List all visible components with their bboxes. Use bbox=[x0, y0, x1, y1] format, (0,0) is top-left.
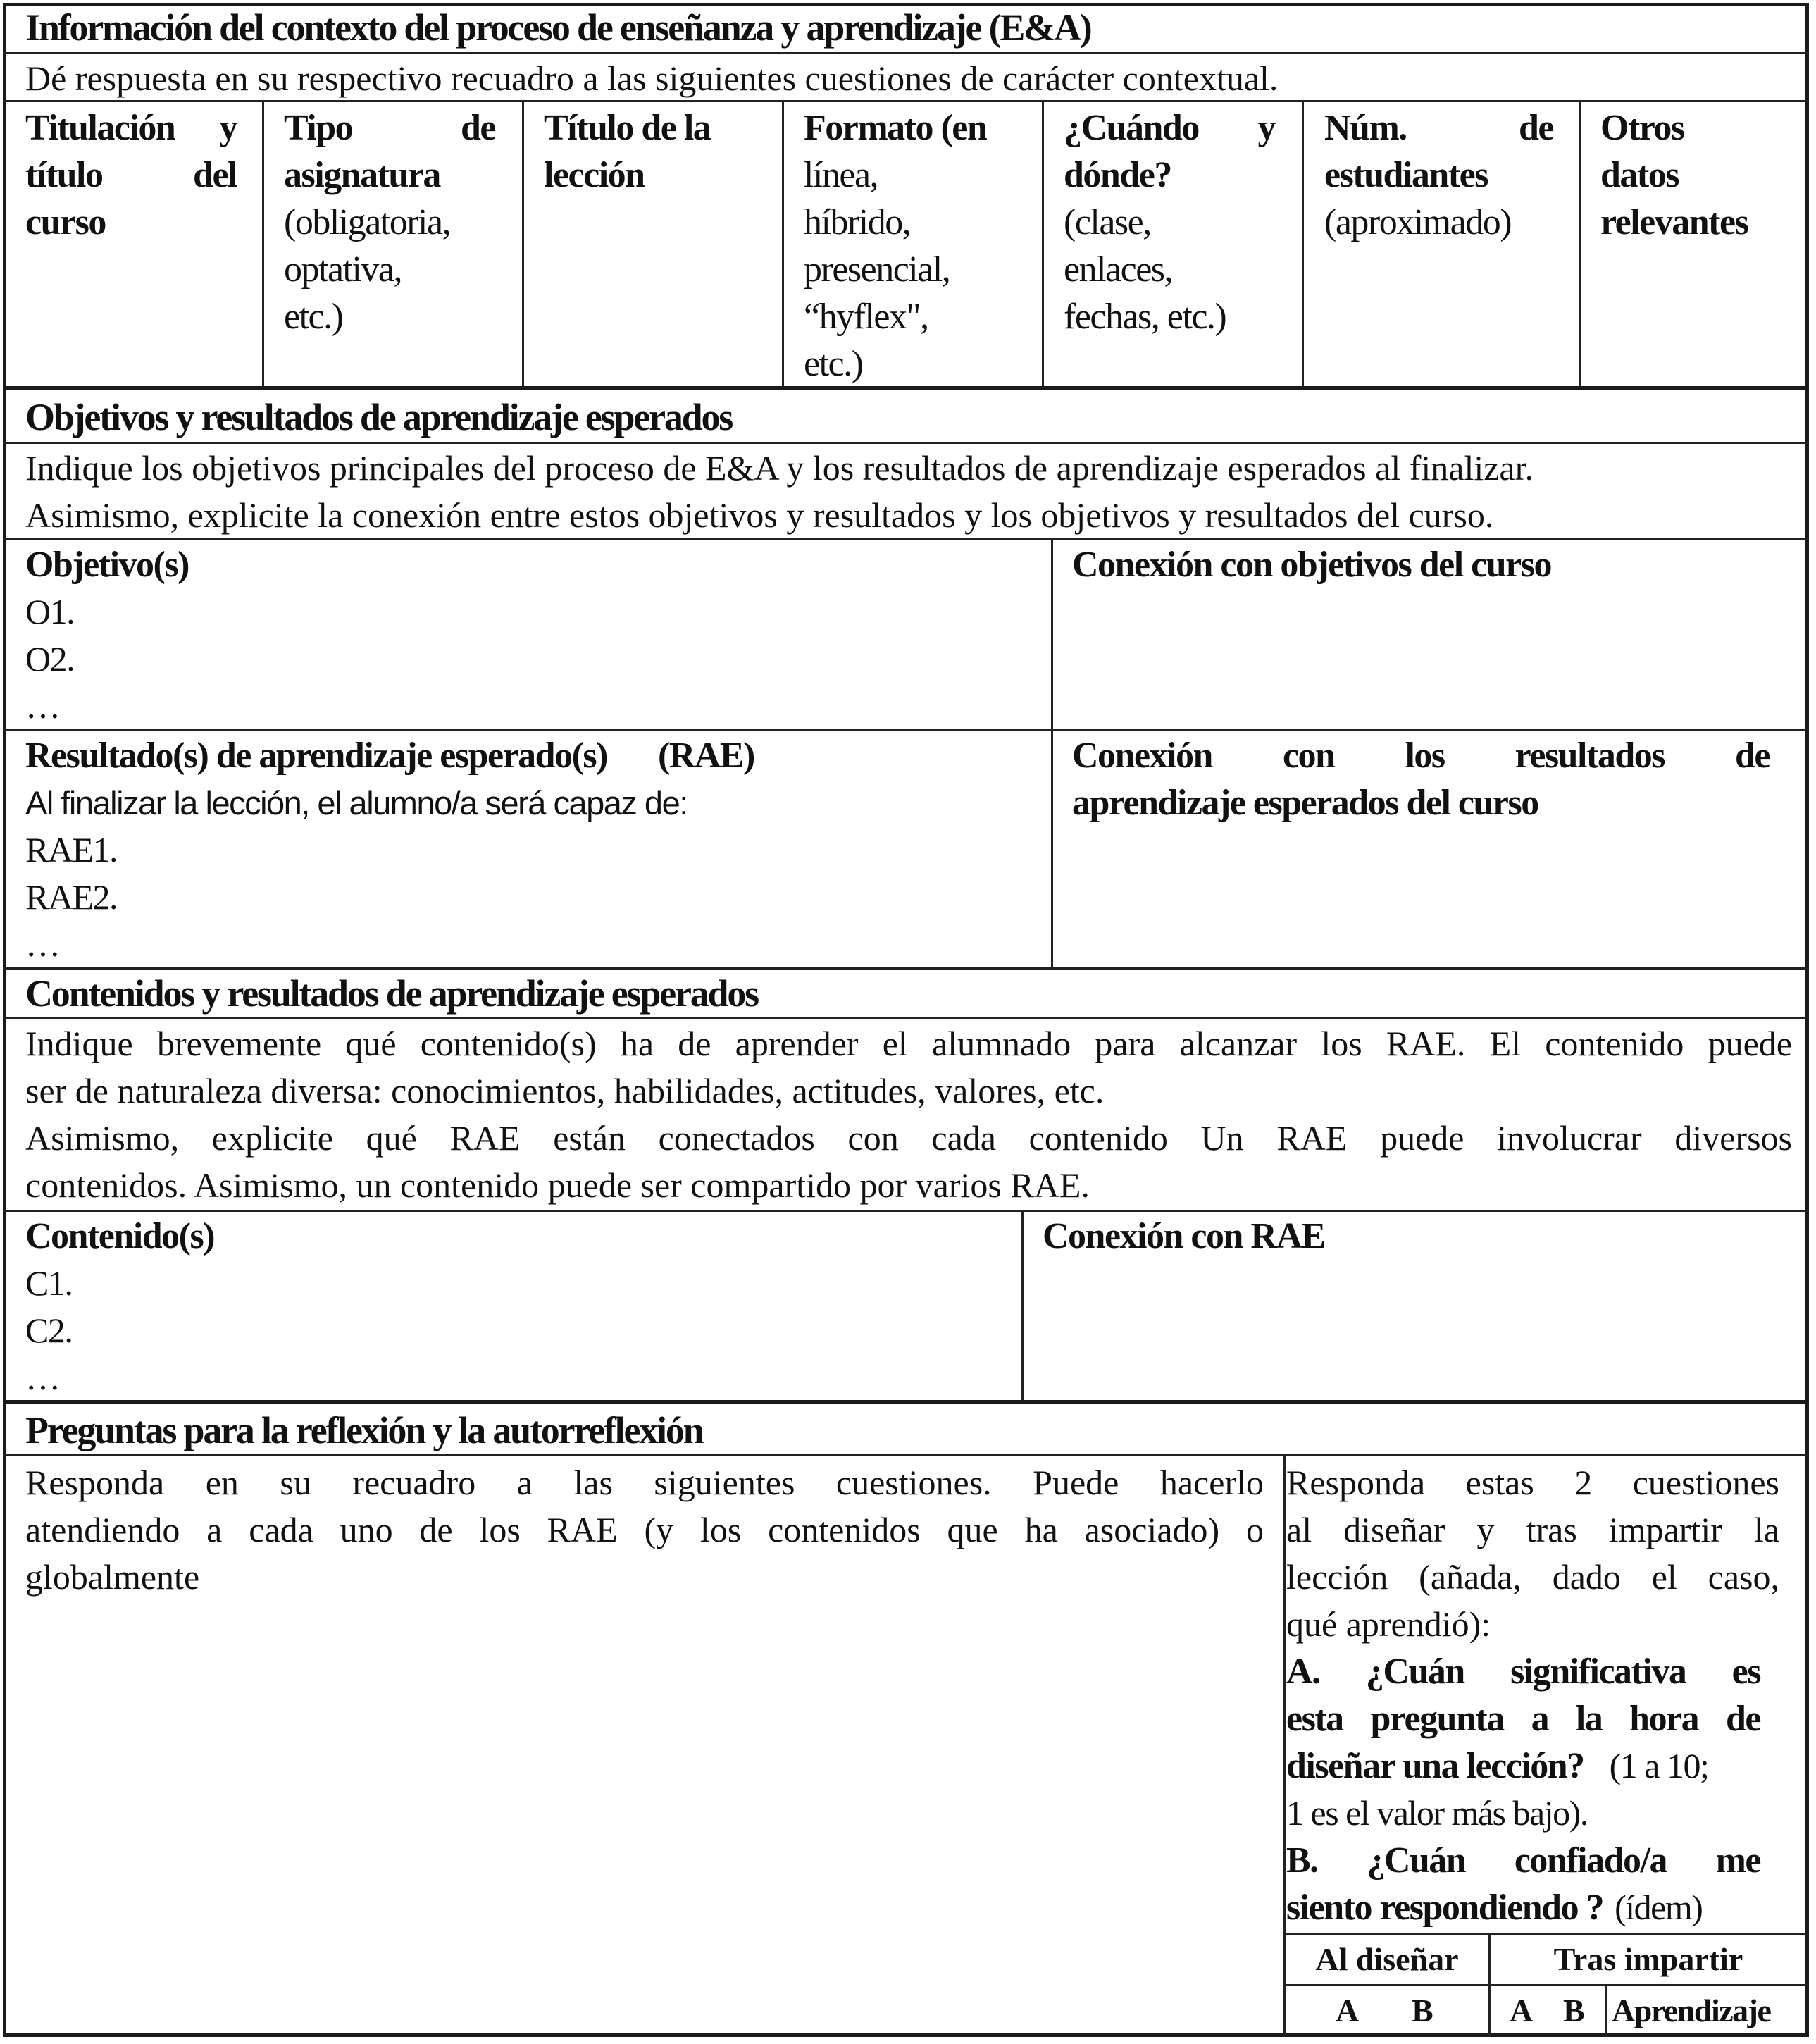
divider bbox=[3, 538, 1809, 540]
objective-block bbox=[25, 541, 189, 730]
context-col-lesson-title: Título de la lección bbox=[544, 108, 711, 195]
context-col-students: Núm. de estudiantes (aproximado) bbox=[1324, 108, 1553, 242]
context-heading: Información del contexto del proceso de enseñanza y aprendizaje (E&A) bbox=[25, 6, 1091, 49]
rae-item: RAE2. bbox=[25, 877, 117, 917]
context-col-when-where: ¿Cuándo y dónde? (clase, enlaces, fechas, etc.) bbox=[1064, 108, 1275, 337]
grid-line bbox=[1283, 1933, 1809, 1935]
grid-header-design: Al diseñar bbox=[1315, 1941, 1459, 1977]
grid-design-a: A bbox=[1336, 1993, 1360, 2028]
column-divider bbox=[1579, 100, 1581, 388]
rae-connection-label: Conexión con los resultados de aprendizaje esperados del curso bbox=[1072, 736, 1770, 823]
content-title: Contenido(s) bbox=[25, 1216, 215, 1256]
section-divider bbox=[3, 386, 1809, 390]
rae-block bbox=[25, 732, 1040, 968]
column-divider bbox=[1302, 100, 1304, 388]
objective-title: Objetivo(s) bbox=[25, 545, 189, 585]
grid-learning: Aprendizaje bbox=[1612, 1993, 1771, 2028]
divider bbox=[3, 967, 1809, 970]
rae-intro: Al finalizar la lección, el alumno/a será capaz de: bbox=[25, 784, 688, 822]
objective-connection-label: Conexión con objetivos del curso bbox=[1072, 545, 1551, 585]
divider bbox=[3, 1210, 1809, 1212]
divider bbox=[3, 1454, 1809, 1456]
divider bbox=[3, 442, 1809, 444]
column-divider bbox=[1021, 1210, 1024, 1401]
rae-abbr: (RAE) bbox=[657, 736, 754, 776]
reflection-left-instruction: Responda en su recuadro a las siguientes cuestiones. Puede hacerlo atendiendo a cada uno de los RAE (y los contenidos que ha asociado) o globalmente bbox=[25, 1463, 1264, 1597]
divider bbox=[3, 729, 1809, 731]
objectives-instruction: Indique los objetivos principales del proceso de E&A y los resultados de aprendizaje esperados al finalizar. Asimismo, explicite la conexión entre estos objetivos y resultados y los objetivos y resultados del curso. bbox=[25, 448, 1534, 535]
content-block bbox=[25, 1213, 214, 1401]
contents-heading: Contenidos y resultados de aprendizaje esperados bbox=[25, 972, 758, 1015]
column-divider bbox=[262, 100, 264, 388]
context-col-subject-type: Tipo de asignatura (obligatoria, optativa, etc.) bbox=[284, 108, 495, 337]
rae-item: RAE1. bbox=[25, 830, 117, 869]
rae-title: Resultado(s) de aprendizaje esperado(s) bbox=[25, 736, 607, 776]
contents-instruction: Indique brevemente qué contenido(s) ha de aprender el alumnado para alcanzar los RAE. El contenido puede ser de naturaleza diversa: conocimientos, habilidades, actitudes, valores, etc. Asimismo, explicite qué RAE están conectados con cada contenido Un RAE puede involucrar diversos contenidos. Asimismo, un contenido puede ser compartido por varios RAE. bbox=[25, 1024, 1792, 1205]
grid-design-b: B bbox=[1412, 1993, 1433, 2028]
context-col-format: Formato (en línea, híbrido, presencial, “hyflex", etc.) bbox=[804, 108, 987, 384]
question-b: B. ¿Cuán confiado/a me siento respondiendo ? (ídem) bbox=[1286, 1840, 1760, 1928]
objective-item: O2. bbox=[25, 639, 75, 679]
section-divider bbox=[3, 1400, 1809, 1404]
reflection-heading: Preguntas para la reflexión y la autorreflexión bbox=[25, 1409, 703, 1451]
content-connection-label: Conexión con RAE bbox=[1043, 1216, 1325, 1256]
objective-item: O1. bbox=[25, 592, 75, 631]
column-divider bbox=[1051, 538, 1053, 970]
divider bbox=[3, 52, 1809, 54]
objectives-heading: Objetivos y resultados de aprendizaje esperados bbox=[25, 396, 733, 438]
rae-item: … bbox=[25, 924, 60, 964]
grid-after-a: A bbox=[1510, 1993, 1534, 2028]
column-divider bbox=[782, 100, 784, 388]
context-col-other-data: Otros datos relevantes bbox=[1600, 108, 1748, 242]
objective-item: … bbox=[25, 686, 60, 726]
content-item: … bbox=[25, 1358, 60, 1397]
grid-line bbox=[1283, 1984, 1809, 1986]
grid-header-after: Tras impartir bbox=[1553, 1941, 1743, 1977]
divider bbox=[3, 100, 1809, 102]
question-a: A. ¿Cuán significativa es esta pregunta a la hora de diseñar una lección? (1 a 10; 1 es el valor más bajo). bbox=[1286, 1652, 1760, 1833]
context-instruction: Dé respuesta en su respectivo recuadro a las siguientes cuestiones de carácter contextual. bbox=[25, 58, 1279, 98]
grid-after-b: B bbox=[1563, 1993, 1585, 2028]
divider bbox=[3, 1017, 1809, 1019]
content-item: C2. bbox=[25, 1311, 73, 1350]
column-divider bbox=[1042, 100, 1044, 388]
grid-line bbox=[1605, 1984, 1607, 2037]
context-col-degree: Titulación y título del curso bbox=[25, 108, 237, 242]
column-divider bbox=[522, 100, 524, 388]
reflection-right-block: Responda estas 2 cuestiones al diseñar y tras impartir la lección (añada, dado el caso, qué aprendió): bbox=[1286, 1463, 1779, 1644]
content-item: C1. bbox=[25, 1263, 73, 1303]
